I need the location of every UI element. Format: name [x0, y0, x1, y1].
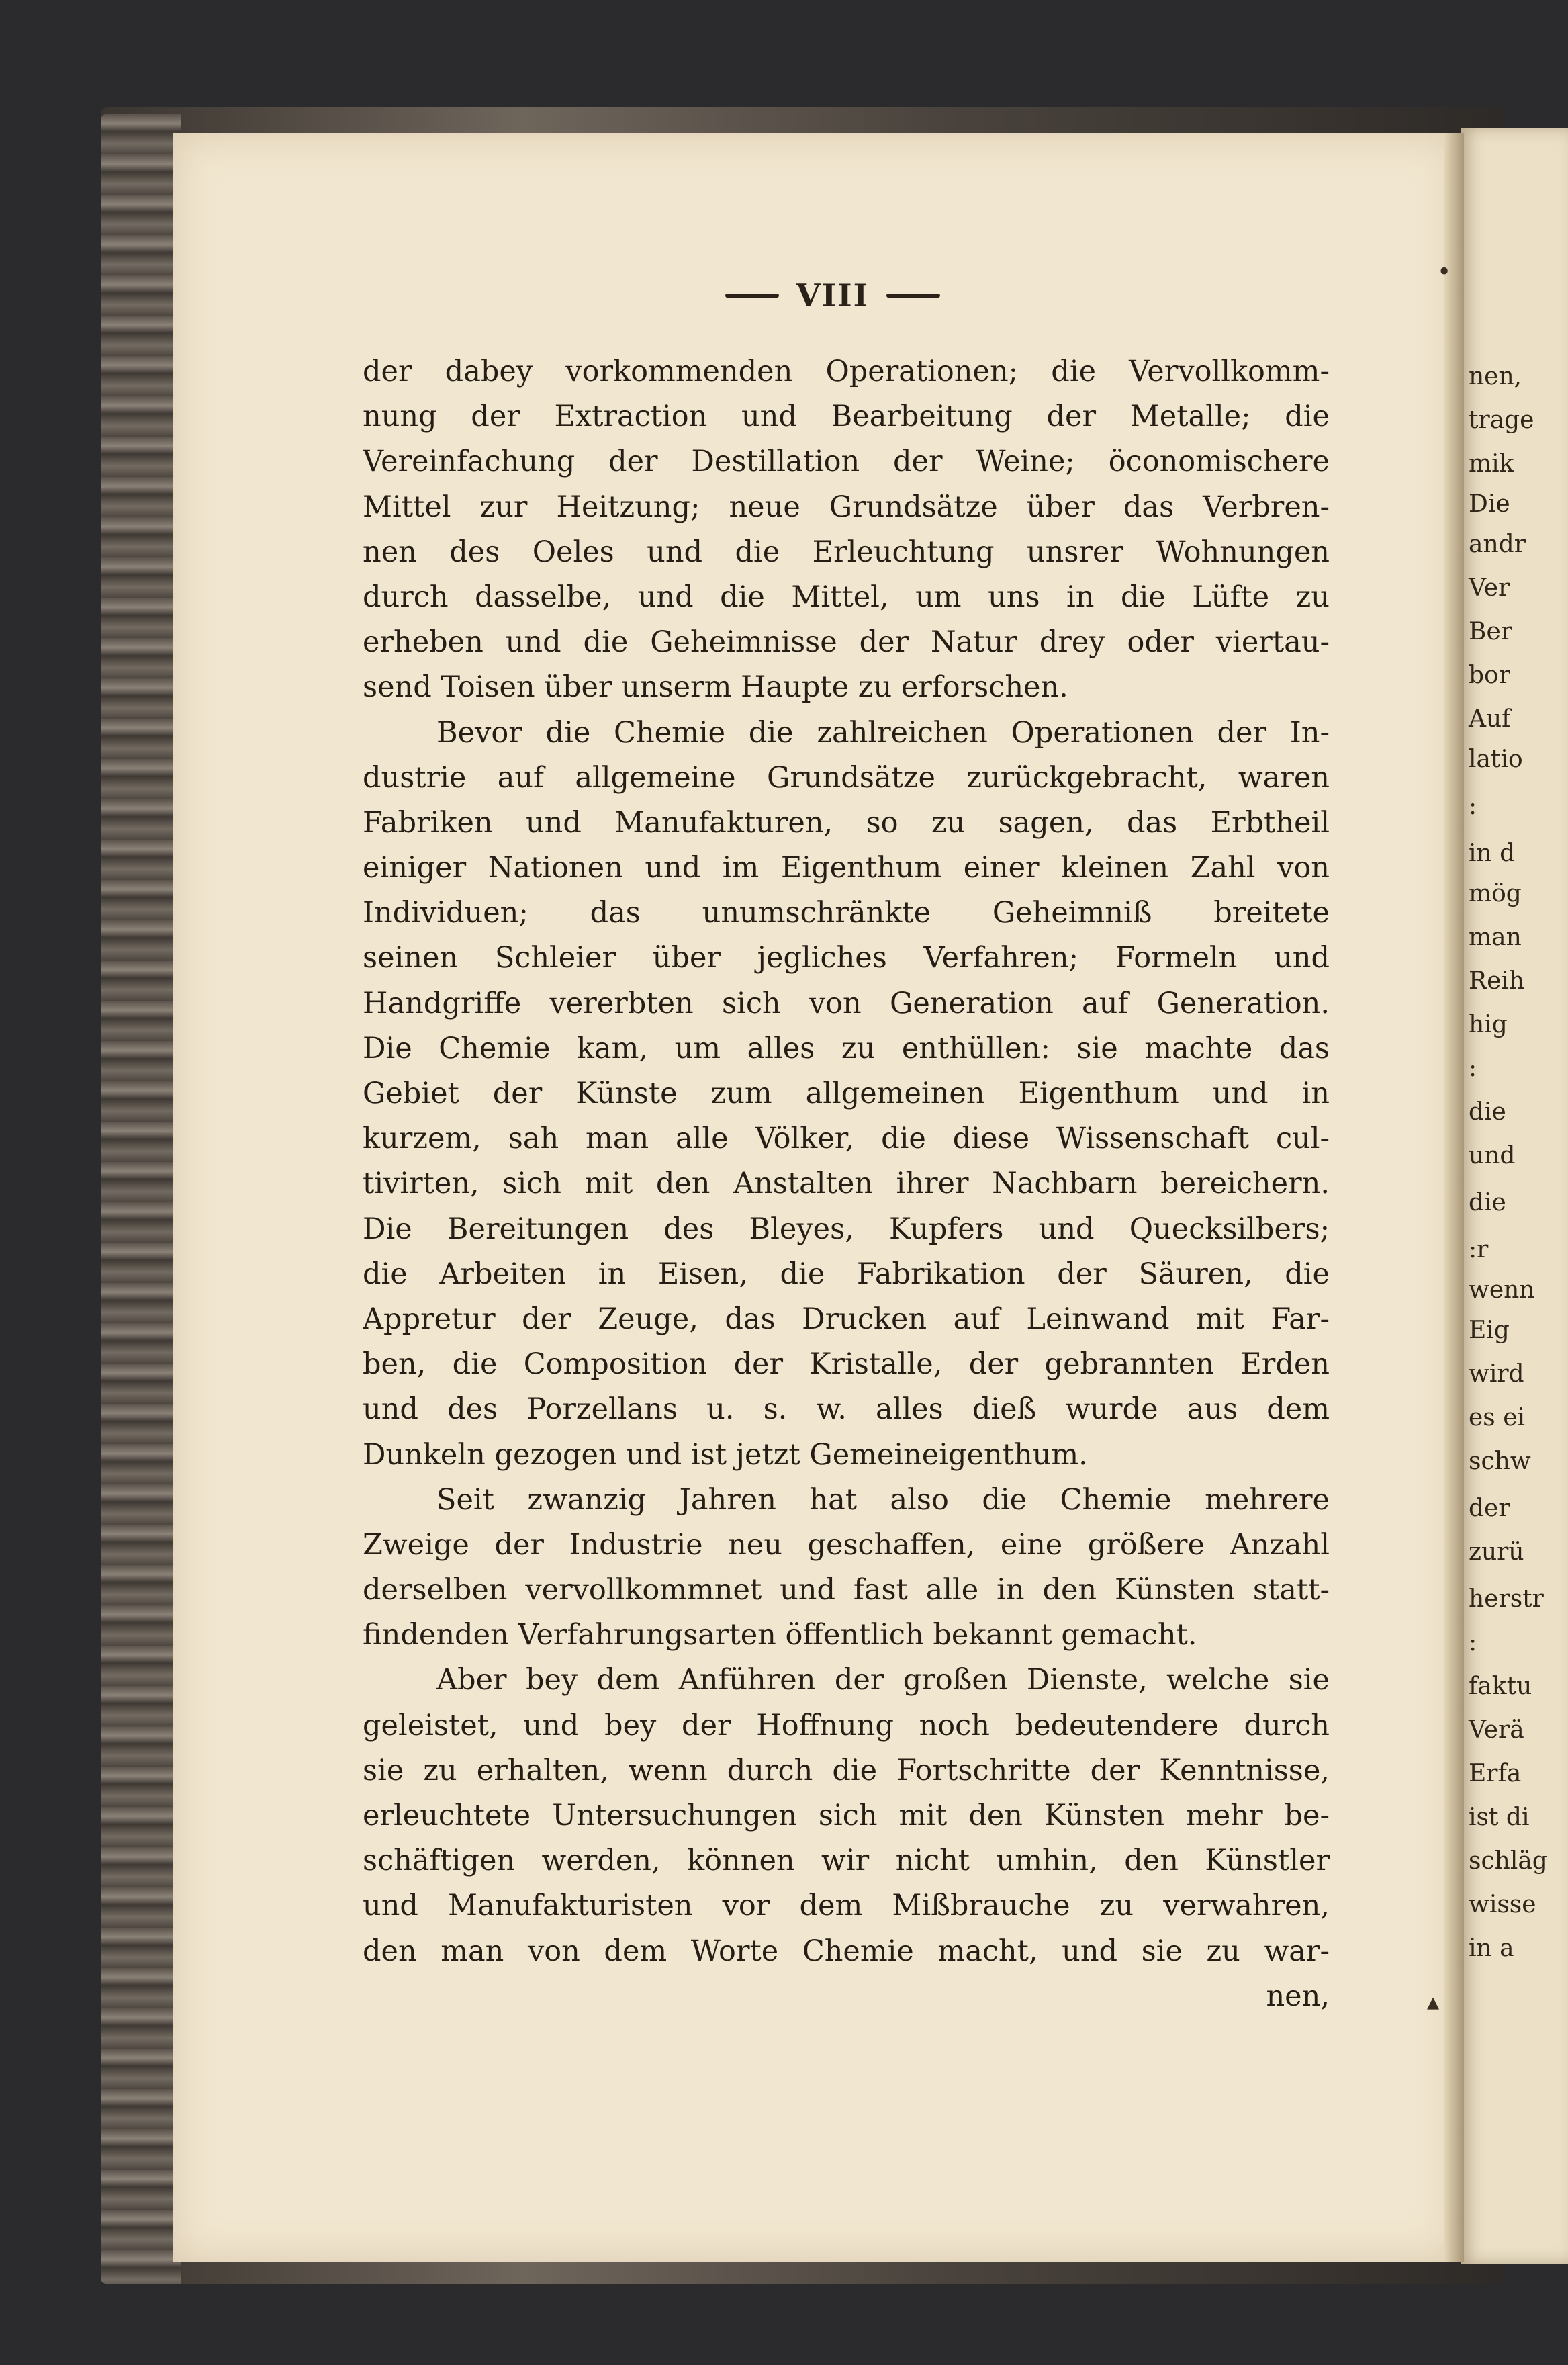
facing-page-fragment: in d	[1469, 840, 1516, 867]
text-line: erheben und die Geheimnisse der Natur drey oder viertau-	[363, 625, 1330, 660]
facing-page-fragment: trage	[1469, 406, 1534, 434]
text-line: Fabriken und Manufakturen, so zu sagen, das Erbtheil	[363, 805, 1330, 840]
text-line: den man von dem Worte Chemie macht, und sie zu war-	[363, 1934, 1330, 1968]
text-line: seinen Schleier über jegliches Verfahren; Formeln und	[363, 941, 1330, 975]
facing-page-fragment: wisse	[1469, 1891, 1536, 1918]
facing-page-fragment: die	[1469, 1098, 1506, 1126]
text-line: schäftigen werden, können wir nicht umhin, den Künstler	[363, 1844, 1330, 1878]
facing-page-fragment: wenn	[1469, 1276, 1535, 1304]
text-line: Die Bereitungen des Bleyes, Kupfers und Quecksilbers;	[363, 1212, 1330, 1246]
facing-page-fragment: :	[1469, 1055, 1477, 1082]
facing-page-fragment: :r	[1469, 1236, 1489, 1263]
facing-page-fragment: hig	[1469, 1011, 1508, 1038]
facing-page-fragment: der	[1469, 1494, 1510, 1522]
text-line: findenden Verfahrungsarten öffentlich bekannt gemacht.	[363, 1618, 1197, 1652]
facing-page-fragment: Eig	[1469, 1317, 1510, 1344]
text-line: einiger Nationen und im Eigenthum einer kleinen Zahl von	[363, 851, 1330, 885]
facing-page-fragment: Reih	[1469, 967, 1525, 995]
facing-page-fragment: mög	[1469, 880, 1522, 907]
text-line: erleuchtete Untersuchungen sich mit den Künsten mehr be-	[363, 1799, 1330, 1832]
text-line: Seit zwanzig Jahren hat also die Chemie mehrere	[436, 1482, 1330, 1517]
page-gutter	[1444, 133, 1464, 2262]
facing-page-fragment: ist di	[1469, 1803, 1530, 1831]
text-line: die Arbeiten in Eisen, die Fabrikation der Säuren, die	[363, 1257, 1330, 1291]
facing-page-fragment: in a	[1469, 1934, 1514, 1962]
header-dash-left	[725, 294, 779, 298]
text-line: Mittel zur Heitzung; neue Grundsätze über das Verbren-	[363, 490, 1330, 524]
margin-mark: •	[1437, 259, 1452, 286]
facing-page-fragment: schw	[1469, 1447, 1531, 1475]
facing-page-fragment: faktu	[1469, 1672, 1532, 1700]
facing-page-fragment: latio	[1469, 746, 1523, 773]
margin-mark: ▴	[1427, 1988, 1440, 2016]
text-line: Individuen; das unumschränkte Geheimniß breitete	[363, 896, 1330, 930]
text-line: Zweige der Industrie neu geschaffen, eine größere Anzahl	[363, 1527, 1330, 1562]
facing-page-fragment: bor	[1469, 662, 1510, 689]
facing-page-fragment: die	[1469, 1189, 1506, 1216]
text-line: tivirten, sich mit den Anstalten ihrer Nachbarn bereichern.	[363, 1167, 1330, 1201]
text-line: Bevor die Chemie die zahlreichen Operationen der In-	[436, 715, 1330, 750]
catchword: nen,	[1266, 1979, 1330, 2013]
text-line: Dunkeln gezogen und ist jetzt Gemeineigenthum.	[363, 1437, 1088, 1472]
facing-page-fragment: man	[1469, 924, 1522, 951]
facing-page-fragment: und	[1469, 1142, 1516, 1169]
text-line: Appretur der Zeuge, das Drucken auf Leinwand mit Far-	[363, 1302, 1330, 1336]
text-line: Gebiet der Künste zum allgemeinen Eigenthum und in	[363, 1077, 1330, 1110]
facing-page-fragment: Auf	[1469, 705, 1511, 733]
header-dash-right	[886, 294, 940, 298]
facing-page-fragment: :	[1469, 1629, 1477, 1656]
text-line: kurzem, sah man alle Völker, die diese Wissenschaft cul-	[363, 1122, 1330, 1156]
facing-page-fragment: mik	[1469, 450, 1514, 478]
facing-page-fragment: schläg	[1469, 1847, 1548, 1875]
book-binding	[101, 114, 181, 2284]
text-line: Handgriffe vererbten sich von Generation auf Generation.	[363, 986, 1330, 1020]
text-line: geleistet, und bey der Hoffnung noch bedeutendere durch	[363, 1708, 1330, 1742]
facing-page-fragment: Ber	[1469, 618, 1512, 645]
body-text	[363, 349, 1330, 2019]
facing-page-fragment: es ei	[1469, 1404, 1526, 1431]
text-line: und des Porzellans u. s. w. alles dieß wurde aus dem	[363, 1392, 1330, 1427]
text-line: Aber bey dem Anführen der großen Dienste, welche sie	[436, 1663, 1330, 1697]
text-line: Die Chemie kam, um alles zu enthüllen: sie machte das	[363, 1031, 1330, 1065]
text-line: Vereinfachung der Destillation der Weine; öconomischere	[363, 445, 1330, 479]
text-line: dustrie auf allgemeine Grundsätze zurückgebracht, waren	[363, 760, 1330, 795]
text-line: send Toisen über unserm Haupte zu erforschen.	[363, 670, 1068, 705]
facing-page-fragment: andr	[1469, 531, 1526, 558]
text-line: sie zu erhalten, wenn durch die Fortschritte der Kenntnisse,	[363, 1753, 1330, 1787]
text-line: nung der Extraction und Bearbeitung der Metalle; die	[363, 400, 1330, 434]
page-number: VIII	[796, 277, 870, 314]
text-line: derselben vervollkommnet und fast alle in den Künsten statt-	[363, 1573, 1330, 1607]
facing-page-fragment: Erfa	[1469, 1760, 1522, 1787]
text-line: nen des Oeles und die Erleuchtung unsrer Wohnungen	[363, 535, 1330, 569]
facing-page-fragment: herstr	[1469, 1585, 1544, 1613]
text-line: ben, die Composition der Kristalle, der gebrannten Erden	[363, 1347, 1330, 1382]
facing-page-fragment: wird	[1469, 1360, 1524, 1388]
text-line: der dabey vorkommenden Operationen; die Vervollkomm-	[363, 355, 1330, 388]
facing-page-fragment: Ver	[1469, 574, 1510, 602]
facing-page	[1461, 128, 1568, 2264]
facing-page-fragment: :	[1469, 793, 1477, 820]
page-header	[705, 277, 960, 314]
facing-page-fragment: Verä	[1469, 1716, 1524, 1744]
facing-page-fragment: nen,	[1469, 363, 1522, 390]
text-line: und Manufakturisten vor dem Mißbrauche zu verwahren,	[363, 1889, 1330, 1923]
facing-page-fragment: zurü	[1469, 1538, 1524, 1566]
facing-page-fragment: Die	[1469, 490, 1510, 518]
text-line: durch dasselbe, und die Mittel, um uns in die Lüfte zu	[363, 580, 1330, 614]
